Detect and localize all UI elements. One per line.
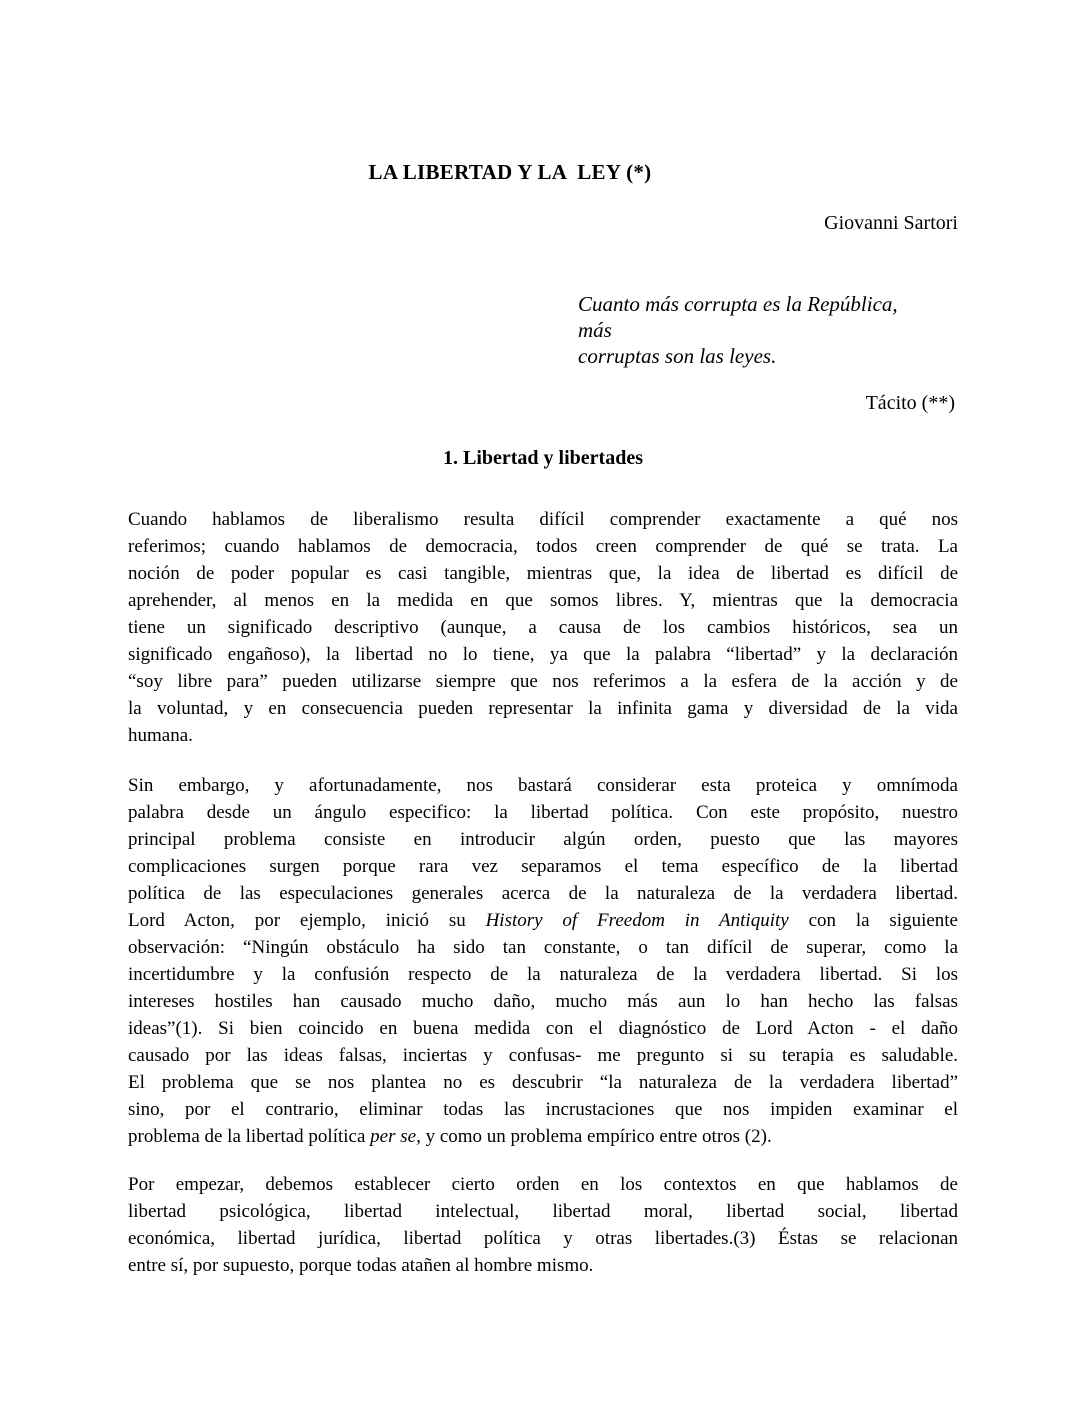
text-segment: Lord Acton, por ejemplo, inició su bbox=[128, 910, 486, 931]
paragraph-2 bbox=[128, 772, 958, 1150]
text-line: sino, por el contrario, eliminar todas las incrustaciones que nos impiden examinar el bbox=[128, 1099, 958, 1120]
document-title: LA LIBERTAD Y LA LEY (*) bbox=[368, 160, 652, 184]
text-line: causado por las ideas falsas, inciertas y confusas- me pregunto si su terapia es saludable. bbox=[128, 1045, 958, 1066]
italic-text-segment: per se bbox=[370, 1126, 417, 1147]
text-line bbox=[128, 907, 958, 934]
text-line: económica, libertad jurídica, libertad política y otras libertades.(3) Éstas se relacionan bbox=[128, 1228, 958, 1249]
text-line: El problema que se nos plantea no es descubrir “la naturaleza de la verdadera libertad” bbox=[128, 1072, 958, 1093]
text-segment: problema de la libertad política bbox=[128, 1126, 371, 1147]
text-line: ideas”(1). Si bien coincido en buena medida con el diagnóstico de Lord Acton - el daño bbox=[128, 1018, 958, 1039]
text-line bbox=[128, 1123, 958, 1150]
text-line: “soy libre para” pueden utilizarse siempre que nos referimos a la esfera de la acción y de bbox=[128, 671, 958, 692]
epigraph-quote bbox=[578, 291, 978, 369]
text-segment: , y como un problema empírico entre otros (2). bbox=[416, 1126, 772, 1147]
text-line: Por empezar, debemos establecer cierto orden en los contextos en que hablamos de bbox=[128, 1174, 958, 1195]
text-line: la voluntad, y en consecuencia pueden representar la infinita gama y diversidad de la vida bbox=[128, 698, 958, 719]
text-line: más bbox=[578, 318, 612, 342]
text-line: palabra desde un ángulo especifico: la libertad política. Con este propósito, nuestro bbox=[128, 802, 958, 823]
text-line: corruptas son las leyes. bbox=[578, 344, 777, 368]
text-line: entre sí, por supuesto, porque todas atañen al hombre mismo. bbox=[128, 1255, 594, 1276]
text-line: complicaciones surgen porque rara vez separamos el tema específico de la libertad bbox=[128, 856, 958, 877]
text-line: noción de poder popular es casi tangible, mientras que, la idea de libertad es difícil de bbox=[128, 563, 958, 584]
text-line: libertad psicológica, libertad intelectual, libertad moral, libertad social, libertad bbox=[128, 1201, 958, 1222]
text-line: intereses hostiles han causado mucho daño, mucho más aun lo han hecho las falsas bbox=[128, 991, 958, 1012]
text-segment: con la siguiente bbox=[788, 910, 958, 931]
text-line: Cuando hablamos de liberalismo resulta difícil comprender exactamente a qué nos bbox=[128, 509, 958, 530]
text-line: observación: “Ningún obstáculo ha sido tan constante, o tan difícil de superar, como la bbox=[128, 937, 958, 958]
epigraph-attribution: Tácito (**) bbox=[865, 392, 955, 414]
text-line: Sin embargo, y afortunadamente, nos bastará considerar esta proteica y omnímoda bbox=[128, 775, 958, 796]
text-line: incertidumbre y la confusión respecto de la naturaleza de la verdadera libertad. Si los bbox=[128, 964, 958, 985]
section-heading: 1. Libertad y libertades bbox=[443, 447, 643, 469]
paragraph-1 bbox=[128, 506, 958, 749]
italic-text-segment: History of Freedom in Antiquity bbox=[485, 910, 789, 931]
text-line: Cuanto más corrupta es la República, bbox=[578, 292, 898, 316]
text-line: aprehender, al menos en la medida en que somos libres. Y, mientras que la democracia bbox=[128, 590, 958, 611]
text-line: referimos; cuando hablamos de democracia, todos creen comprender de qué se trata. La bbox=[128, 536, 958, 557]
text-line: significado engañoso), la libertad no lo tiene, ya que la palabra “libertad” y la declaración bbox=[128, 644, 958, 665]
author-byline: Giovanni Sartori bbox=[824, 212, 958, 234]
text-line: tiene un significado descriptivo (aunque, a causa de los cambios históricos, sea un bbox=[128, 617, 958, 638]
text-line: humana. bbox=[128, 725, 193, 746]
text-line: política de las especulaciones generales acerca de la naturaleza de la verdadera libertad. bbox=[128, 883, 958, 904]
paragraph-3 bbox=[128, 1171, 958, 1279]
text-line: principal problema consiste en introducir algún orden, puesto que las mayores bbox=[128, 829, 958, 850]
